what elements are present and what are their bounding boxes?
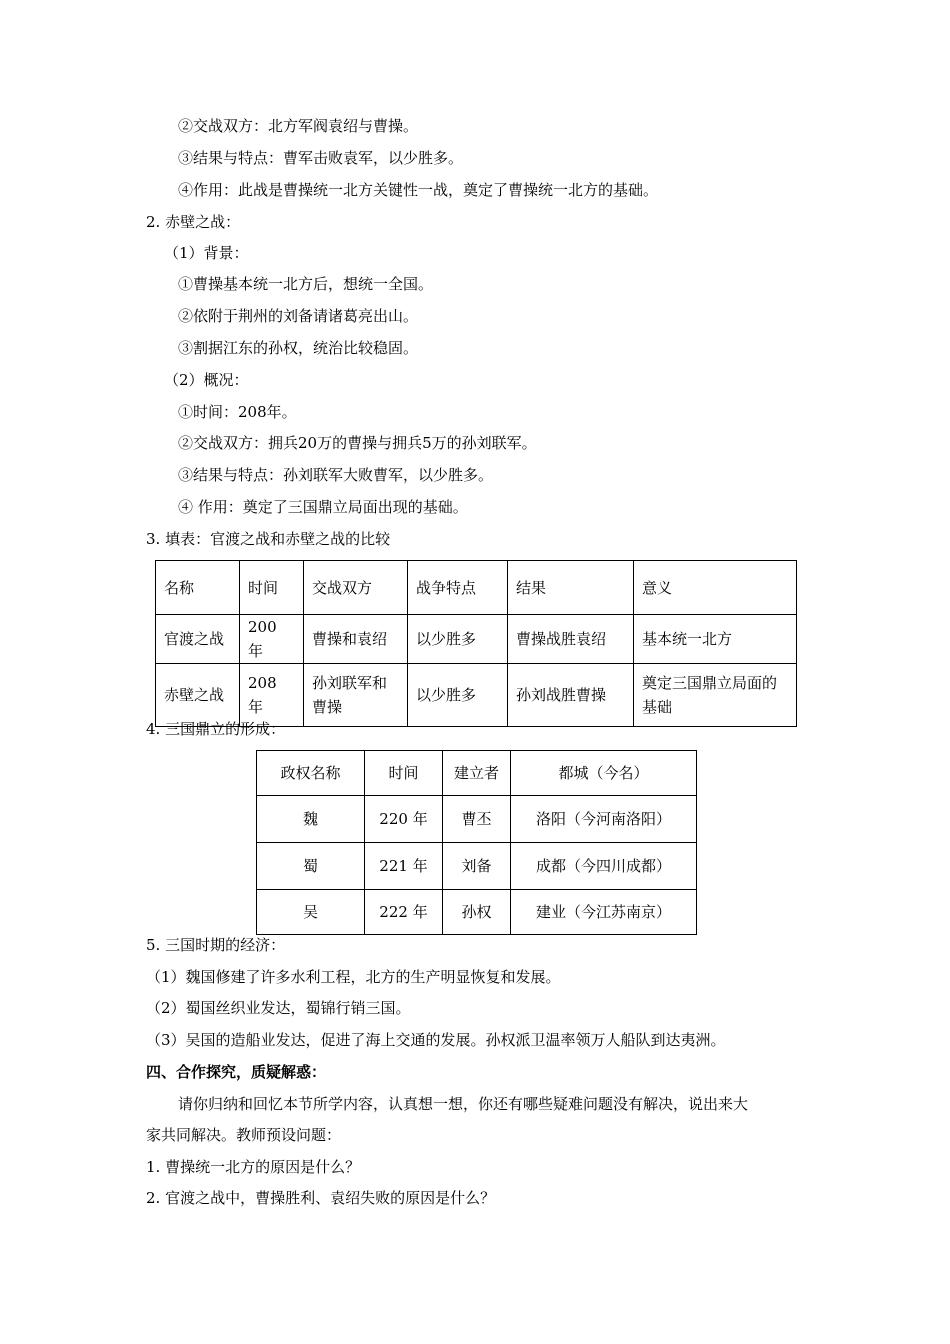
table-cell: 以少胜多	[408, 664, 508, 727]
table-cell: 221 年	[365, 843, 443, 890]
table-header-cell: 意义	[634, 561, 797, 615]
economy-item: （2）蜀国丝织业发达，蜀锦行销三国。	[146, 999, 411, 1017]
three-kingdoms-heading: 4. 三国鼎立的形成：	[146, 720, 286, 738]
economy-heading: 5. 三国时期的经济：	[146, 936, 286, 954]
table-cell: 洛阳（今河南洛阳）	[511, 796, 697, 843]
chibi-background-heading: （1）背景：	[164, 244, 249, 262]
table-cell: 曹丕	[443, 796, 511, 843]
table-row	[257, 843, 697, 890]
table-cell: 208 年	[240, 664, 304, 727]
table-cell: 官渡之战	[156, 615, 240, 664]
comparison-table	[155, 560, 797, 727]
table-cell: 孙刘战胜曹操	[508, 664, 634, 727]
question-item: 2. 官渡之战中，曹操胜利、袁绍失败的原因是什么？	[146, 1189, 496, 1207]
table-header-row	[156, 561, 797, 615]
economy-item: （1）魏国修建了许多水利工程，北方的生产明显恢复和发展。	[146, 968, 561, 986]
chibi-heading: 2. 赤壁之战：	[146, 213, 241, 231]
section-four-heading: 四、合作探究，质疑解惑：	[146, 1063, 327, 1081]
table-cell: 吴	[257, 890, 365, 935]
table-cell: 蜀	[257, 843, 365, 890]
guandu-sides: ②交战双方：北方军阀袁绍与曹操。	[178, 117, 419, 135]
table-cell: 魏	[257, 796, 365, 843]
table-cell: 曹操战胜袁绍	[508, 615, 634, 664]
table-header-cell: 政权名称	[257, 751, 365, 796]
chibi-background-item: ①曹操基本统一北方后，想统一全国。	[178, 275, 434, 293]
table-row	[156, 664, 797, 727]
three-kingdoms-table	[256, 750, 697, 935]
comparison-heading: 3. 填表：官渡之战和赤壁之战的比较	[146, 530, 391, 548]
table-row	[257, 890, 697, 935]
table-header-cell: 结果	[508, 561, 634, 615]
table-header-cell: 名称	[156, 561, 240, 615]
table-header-cell: 时间	[365, 751, 443, 796]
chibi-overview-heading: （2）概况：	[164, 371, 249, 389]
chibi-sides: ②交战双方：拥兵20万的曹操与拥兵5万的孙刘联军。	[178, 434, 537, 452]
guandu-result: ③结果与特点：曹军击败袁军，以少胜多。	[178, 149, 464, 167]
table-cell: 孙权	[443, 890, 511, 935]
table-cell: 刘备	[443, 843, 511, 890]
table-cell: 以少胜多	[408, 615, 508, 664]
table-cell: 赤壁之战	[156, 664, 240, 727]
table-cell: 孙刘联军和曹操	[304, 664, 408, 727]
table-header-cell: 战争特点	[408, 561, 508, 615]
table-header-cell: 时间	[240, 561, 304, 615]
chibi-effect: ④ 作用：奠定了三国鼎立局面出现的基础。	[178, 498, 468, 516]
table-header-cell: 建立者	[443, 751, 511, 796]
table-row	[257, 796, 697, 843]
table-cell: 曹操和袁绍	[304, 615, 408, 664]
section-four-intro: 家共同解决。教师预设问题：	[146, 1126, 342, 1144]
table-header-row	[257, 751, 697, 796]
table-cell: 奠定三国鼎立局面的基础	[634, 664, 797, 727]
section-four-intro: 请你归纳和回忆本节所学内容，认真想一想，你还有哪些疑难问题没有解决，说出来大	[178, 1095, 749, 1113]
table-cell: 200 年	[240, 615, 304, 664]
table-header-cell: 都城（今名）	[511, 751, 697, 796]
table-cell: 基本统一北方	[634, 615, 797, 664]
table-cell: 成都（今四川成都）	[511, 843, 697, 890]
table-row	[156, 615, 797, 664]
table-cell: 222 年	[365, 890, 443, 935]
table-cell: 220 年	[365, 796, 443, 843]
table-header-cell: 交战双方	[304, 561, 408, 615]
table-cell: 建业（今江苏南京）	[511, 890, 697, 935]
question-item: 1. 曹操统一北方的原因是什么？	[146, 1158, 361, 1176]
guandu-effect: ④作用：此战是曹操统一北方关键性一战，奠定了曹操统一北方的基础。	[178, 181, 659, 199]
chibi-result: ③结果与特点：孙刘联军大败曹军，以少胜多。	[178, 466, 494, 484]
chibi-background-item: ②依附于荆州的刘备请诸葛亮出山。	[178, 307, 419, 325]
chibi-background-item: ③割据江东的孙权，统治比较稳固。	[178, 339, 419, 357]
chibi-time: ①时间：208年。	[178, 403, 297, 421]
economy-item: （3）吴国的造船业发达，促进了海上交通的发展。孙权派卫温率领万人船队到达夷洲。	[146, 1031, 726, 1049]
